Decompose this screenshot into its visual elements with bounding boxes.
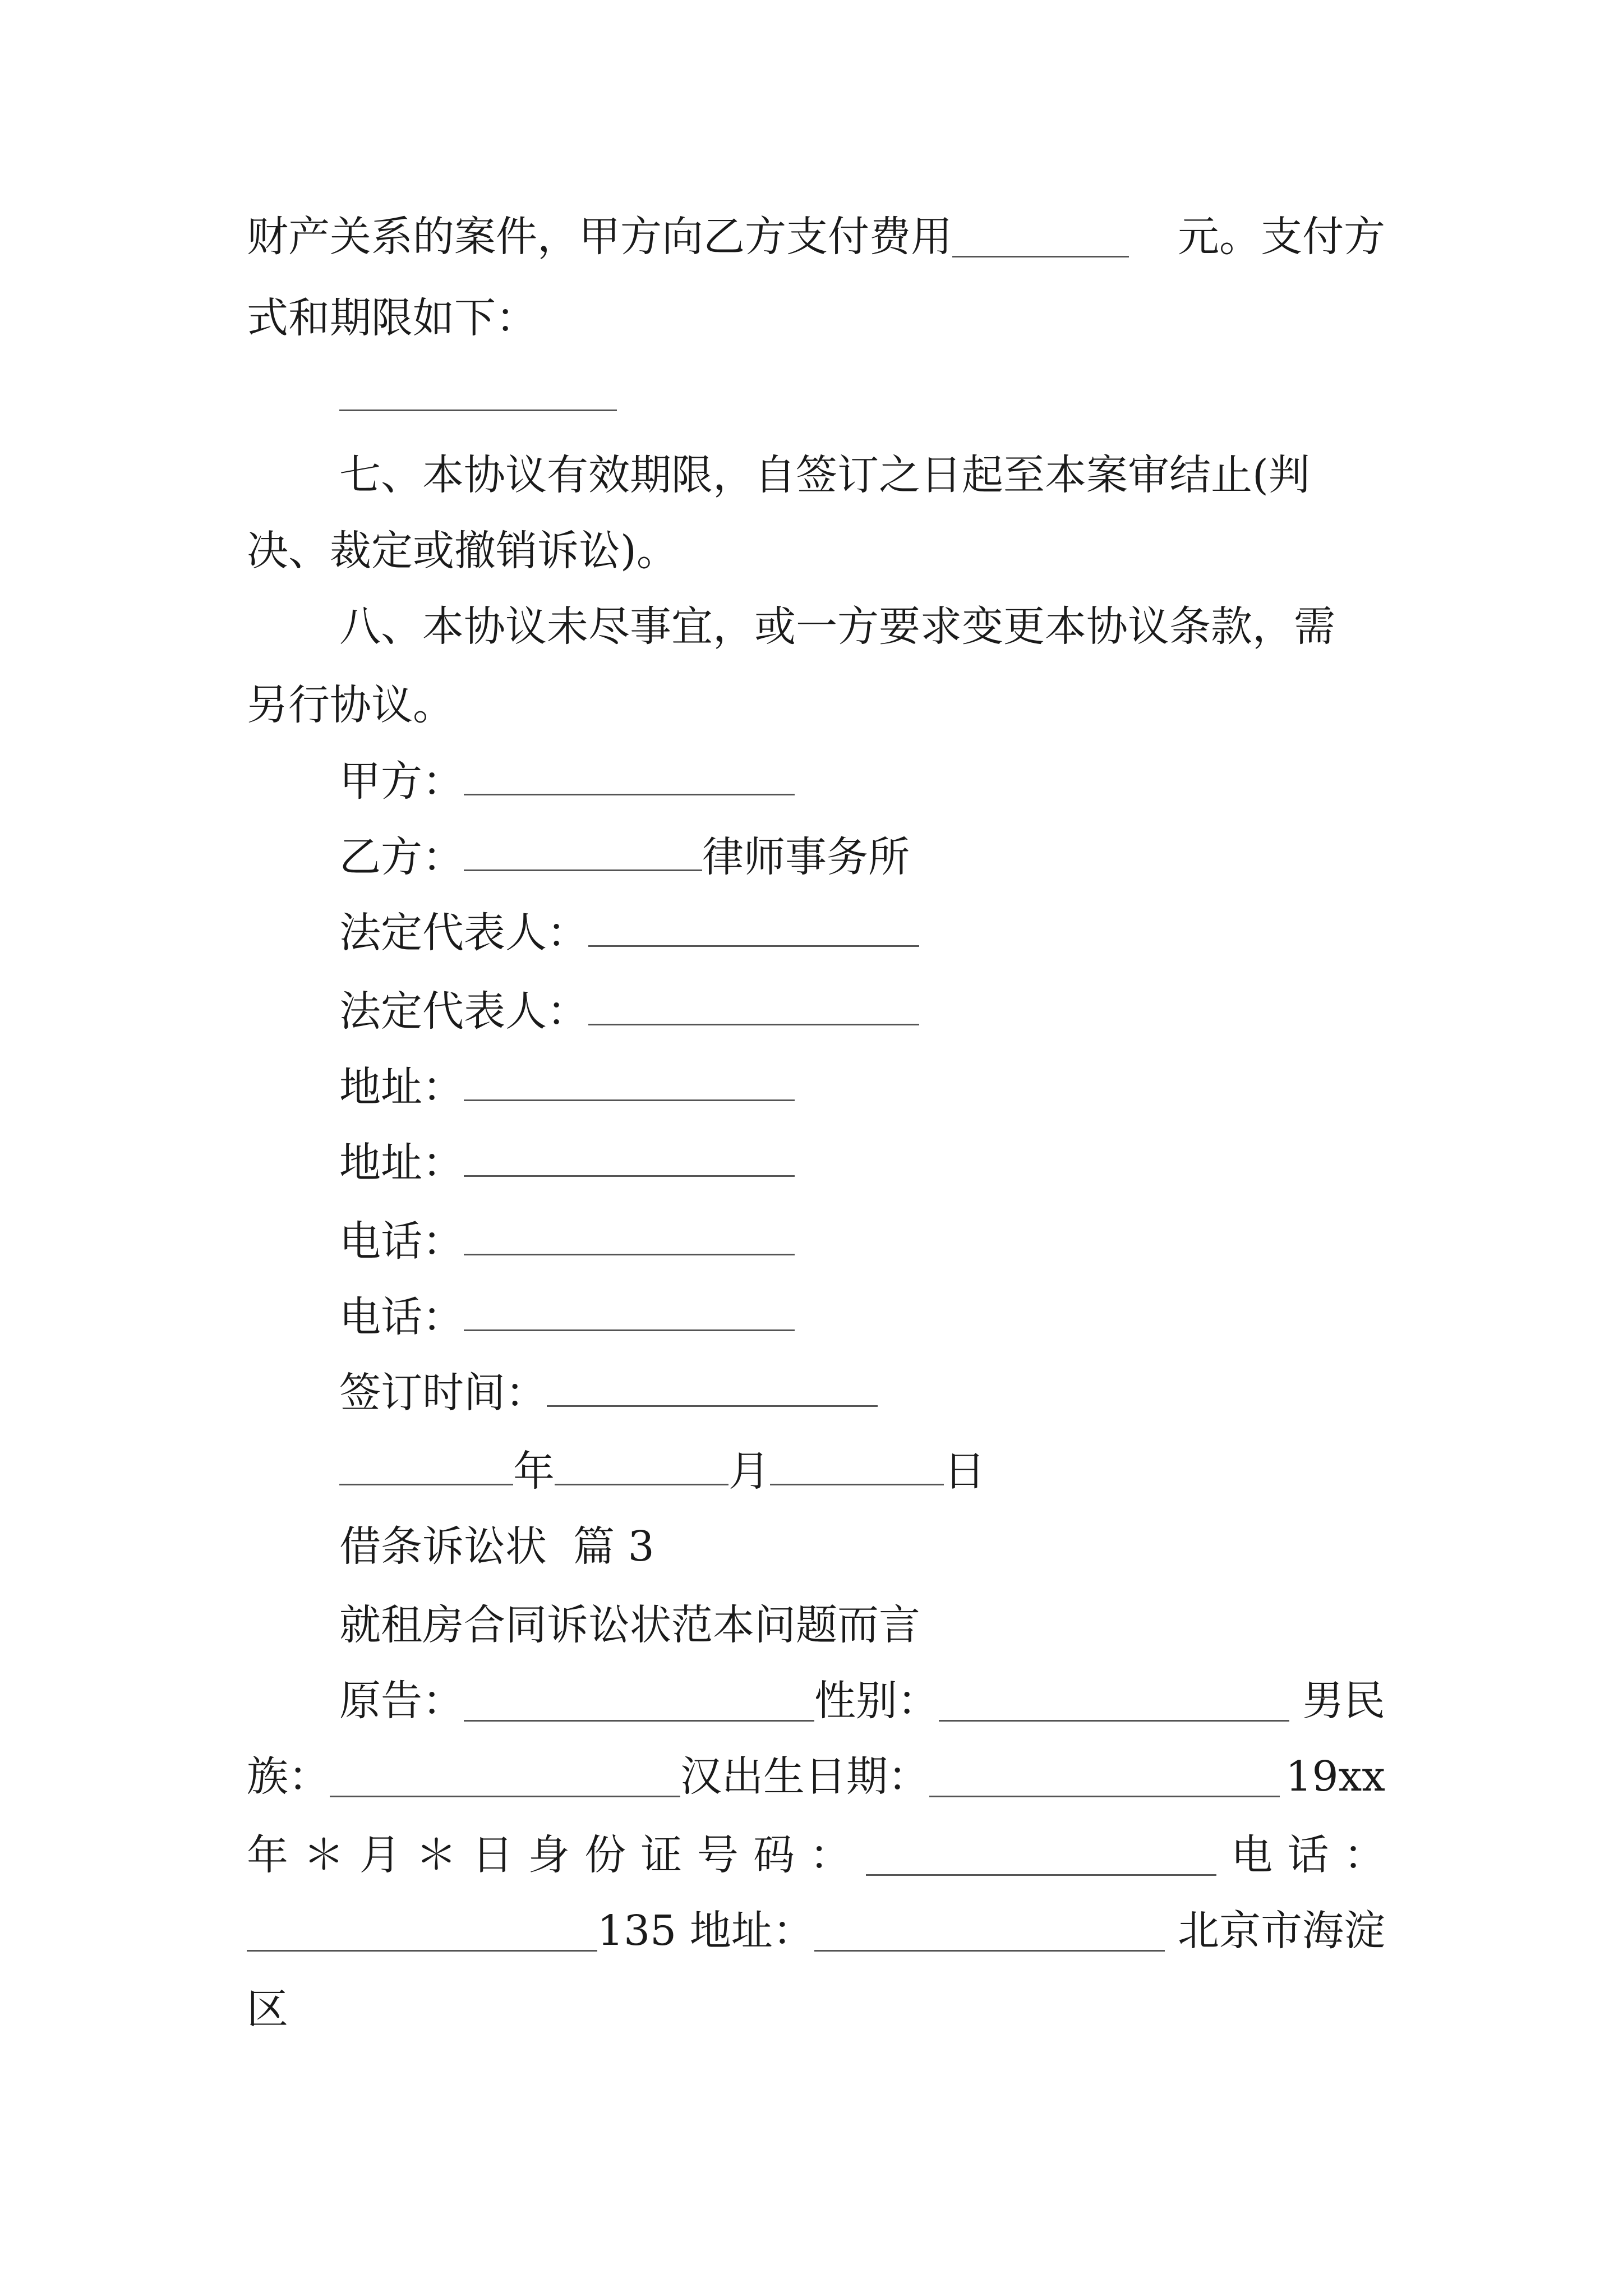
rep-row-1 xyxy=(339,909,919,957)
address-row-2 xyxy=(339,1139,795,1187)
day-blank[interactable] xyxy=(770,1450,944,1485)
phone-number-blank[interactable] xyxy=(247,1916,597,1952)
phone-char: 电 xyxy=(1231,1831,1273,1879)
birth-year-text: 19xx xyxy=(1285,1752,1385,1801)
payment-blank-line xyxy=(339,376,617,418)
address-label: 135 地址： xyxy=(597,1907,814,1955)
month-label: 月 xyxy=(728,1447,770,1496)
date-row xyxy=(339,1447,985,1496)
day-label: 日 xyxy=(944,1447,985,1496)
clause-7-line-2 xyxy=(247,527,678,575)
rep-label: 法定代表人： xyxy=(339,909,588,957)
clause-8-text: 八、本协议未尽事宜，或一方要求变更本协议条款，需 xyxy=(339,602,1335,651)
year-label: 年 xyxy=(513,1447,555,1496)
id-row-char: ＊ xyxy=(303,1831,345,1879)
fee-text-tail: 元。支付方 xyxy=(1178,213,1385,261)
phone-row-1 xyxy=(339,1217,795,1266)
rep-row-2 xyxy=(339,987,919,1036)
payment-terms-text: 式和期限如下： xyxy=(247,294,537,342)
phone-blank[interactable] xyxy=(464,1296,795,1331)
payment-blank[interactable] xyxy=(339,376,617,411)
district-row xyxy=(247,1985,288,2033)
district-text: 区 xyxy=(247,1985,288,2033)
id-row-char: 身 xyxy=(528,1831,570,1879)
intro-text: 就租房合同诉讼状范本问题而言 xyxy=(339,1601,920,1649)
phone-label: 电话： xyxy=(339,1293,464,1341)
clause-8-text-tail: 另行协议。 xyxy=(247,681,454,729)
clause-7-text: 七、本协议有效期限，自签订之日起至本案审结止(判 xyxy=(339,451,1310,499)
rep-blank[interactable] xyxy=(588,990,919,1025)
ethnic-label: 族： xyxy=(247,1752,330,1801)
ethnic-blank[interactable] xyxy=(330,1762,680,1797)
id-row-char: 份 xyxy=(584,1831,626,1879)
section-heading xyxy=(339,1522,654,1571)
address-row-1 xyxy=(339,1063,795,1111)
gender-label: 性别： xyxy=(814,1677,939,1725)
phone-row-2 xyxy=(339,1293,795,1341)
section-title: 借条诉讼状 篇 3 xyxy=(339,1522,654,1571)
month-blank[interactable] xyxy=(555,1450,728,1485)
sign-time-blank[interactable] xyxy=(547,1372,878,1407)
address-label: 地址： xyxy=(339,1063,464,1111)
party-b-blank[interactable] xyxy=(464,836,702,871)
city-text: 北京市海淀 xyxy=(1178,1907,1385,1955)
address-blank[interactable] xyxy=(464,1066,795,1101)
id-number-blank[interactable] xyxy=(866,1841,1216,1876)
id-row-char: ＊ xyxy=(416,1831,458,1879)
phone-char: ： xyxy=(1343,1831,1385,1879)
fee-blank[interactable] xyxy=(952,222,1129,257)
address-blank[interactable] xyxy=(464,1142,795,1177)
clause-7-text-tail: 决、裁定或撤销诉讼)。 xyxy=(247,527,678,575)
plaintiff-blank[interactable] xyxy=(464,1686,814,1722)
fee-text: 财产关系的案件，甲方向乙方支付费用 xyxy=(247,213,952,261)
rep-label: 法定代表人： xyxy=(339,987,588,1036)
party-b-row xyxy=(339,833,910,881)
phone-label: 电话： xyxy=(339,1217,464,1266)
id-row-char: 年 xyxy=(247,1831,288,1879)
gender-ethnic-text: 男民 xyxy=(1302,1677,1385,1725)
party-a-blank[interactable] xyxy=(464,760,795,795)
birth-blank[interactable] xyxy=(929,1762,1280,1797)
address-blank[interactable] xyxy=(814,1916,1165,1952)
paragraph-line xyxy=(247,294,537,342)
party-a-label: 甲方： xyxy=(339,757,464,806)
phone-blank[interactable] xyxy=(464,1220,795,1255)
id-row-char: 码 xyxy=(753,1831,795,1879)
sign-time-label: 签订时间： xyxy=(339,1369,547,1417)
ethnic-row xyxy=(247,1752,1385,1801)
plaintiff-label: 原告： xyxy=(339,1677,464,1725)
id-row-char: 证 xyxy=(640,1831,683,1879)
address-label: 地址： xyxy=(339,1139,464,1187)
party-a-row xyxy=(339,757,795,806)
plaintiff-row xyxy=(339,1677,1385,1725)
sign-time-row xyxy=(339,1369,878,1417)
rep-blank[interactable] xyxy=(588,912,919,947)
id-row-char: ： xyxy=(809,1831,851,1879)
gender-blank[interactable] xyxy=(939,1686,1289,1722)
paragraph-line xyxy=(247,213,1385,261)
party-b-suffix: 律师事务所 xyxy=(702,833,910,881)
clause-7-line-1 xyxy=(339,451,1385,499)
clause-8-line-1 xyxy=(339,602,1335,651)
id-row-char: 日 xyxy=(472,1831,514,1879)
id-row-char: 月 xyxy=(359,1831,401,1879)
id-row xyxy=(247,1831,1385,1879)
id-row-char: 号 xyxy=(697,1831,739,1879)
clause-8-line-2 xyxy=(247,681,454,729)
party-b-label: 乙方： xyxy=(339,833,464,881)
phone-char: 话 xyxy=(1287,1831,1329,1879)
section-intro xyxy=(339,1601,920,1649)
year-blank[interactable] xyxy=(339,1450,513,1485)
birth-label: 汉出生日期： xyxy=(680,1752,929,1801)
address-row xyxy=(247,1907,1385,1955)
